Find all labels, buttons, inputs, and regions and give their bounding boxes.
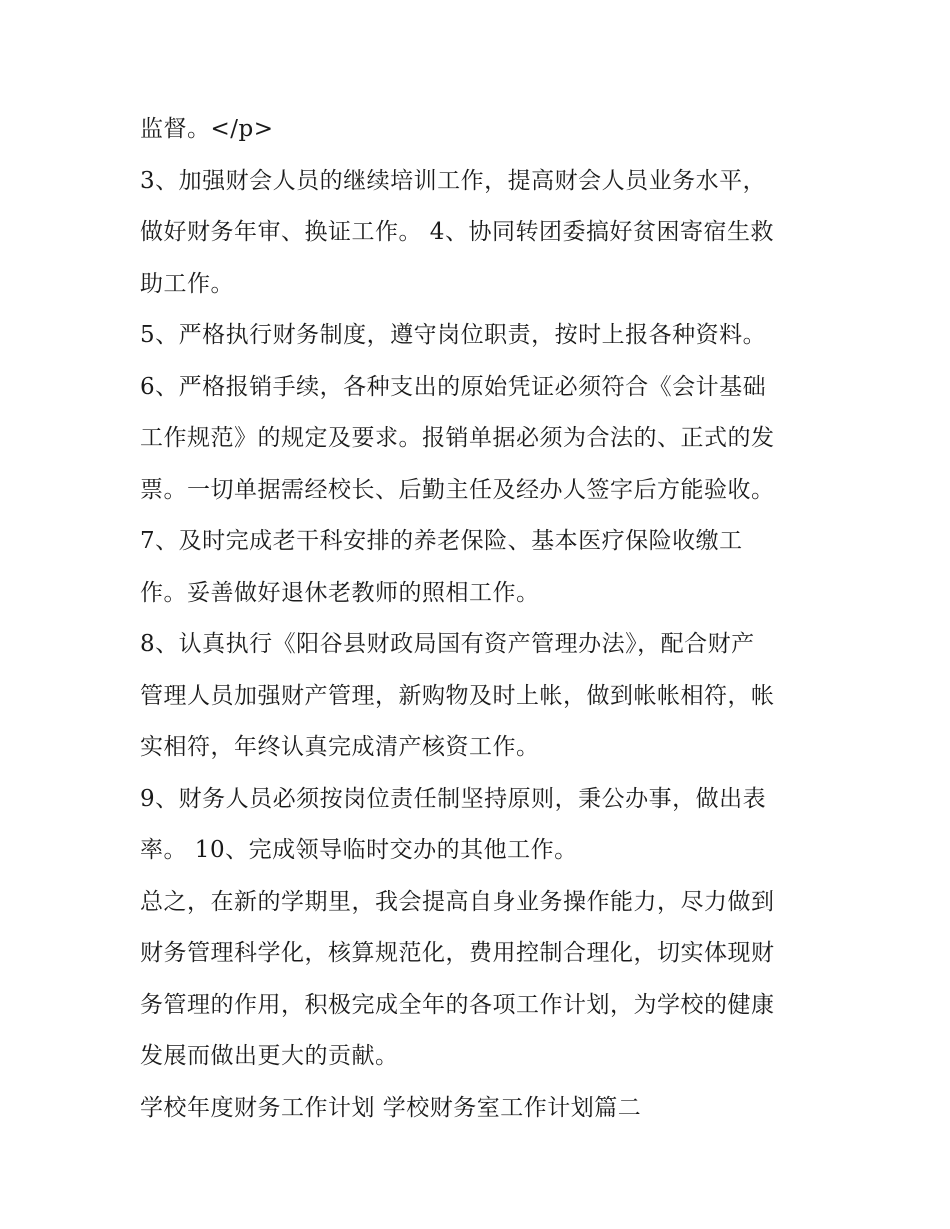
text-line: 总之，在新的学期里，我会提高自身业务操作能力，尽力做到	[140, 888, 775, 915]
text-line: 监督。</p>	[140, 116, 274, 142]
text-line: 9、财务人员必须按岗位责任制坚持原则，秉公办事，做出表	[140, 785, 767, 812]
section-heading: 学校年度财务工作计划 学校财务室工作计划篇二	[140, 1094, 642, 1121]
text-line: 财务管理科学化，核算规范化，费用控制合理化，切实体现财	[140, 940, 775, 966]
text-line: 7、及时完成老干科安排的养老保险、基本医疗保险收缴工	[140, 528, 743, 554]
text-line: 工作规范》的规定及要求。报销单据必须为合法的、正式的发	[140, 425, 775, 451]
text-line: 做好财务年审、换证工作。 4、协同转团委搞好贫困寄宿生救	[140, 219, 774, 245]
text-line: 实相符，年终认真完成清产核资工作。	[140, 734, 540, 760]
text-line: 发展而做出更大的贡献。	[140, 1043, 399, 1069]
text-line: 作。妥善做好退休老教师的照相工作。	[140, 579, 540, 606]
text-line: 8、认真执行《阳谷县财政局国有资产管理办法》，配合财产	[140, 631, 755, 657]
document-body	[140, 104, 820, 1134]
text-line: 助工作。	[140, 270, 234, 297]
text-line: 6、严格报销手续，各种支出的原始凭证必须符合《会计基础	[140, 373, 767, 400]
text-line: 票。一切单据需经校长、后勤主任及经办人签字后方能验收。	[140, 476, 775, 503]
text-line: 率。 10、完成领导临时交办的其他工作。	[140, 837, 578, 863]
text-line: 5、严格执行财务制度，遵守岗位职责，按时上报各种资料。	[140, 322, 767, 348]
text-line: 管理人员加强财产管理，新购物及时上帐，做到帐帐相符，帐	[140, 682, 775, 709]
text-line: 务管理的作用，积极完成全年的各项工作计划，为学校的健康	[140, 991, 775, 1018]
text-line: 3、加强财会人员的继续培训工作，提高财会人员业务水平，	[140, 167, 767, 194]
